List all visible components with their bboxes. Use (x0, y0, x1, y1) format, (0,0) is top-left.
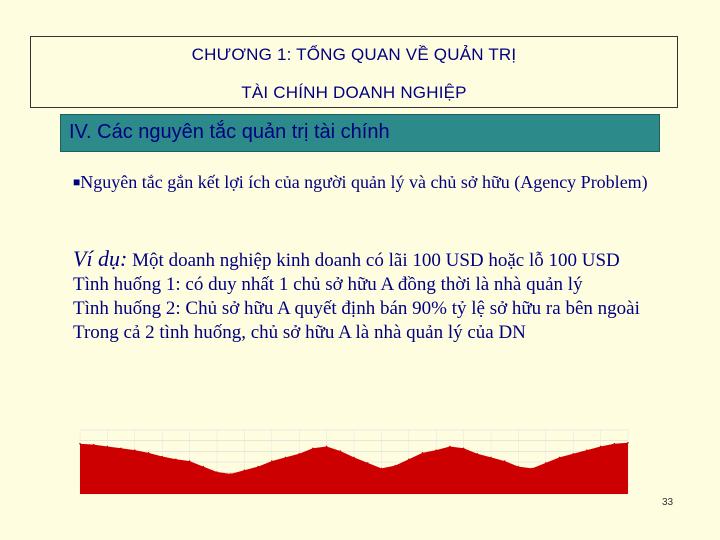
example-block (73, 247, 643, 345)
chart-point (367, 462, 369, 464)
chart-point (175, 458, 177, 460)
chart-point (230, 473, 232, 475)
chart-point (244, 469, 246, 471)
conclusion-text: Trong cả 2 tình huống, chủ sở hữu A là nhà quản lý của DN (73, 322, 526, 343)
chart-point (449, 446, 451, 448)
chart-point (189, 460, 191, 462)
chart-point (531, 468, 533, 470)
chart-point (504, 460, 506, 462)
chart-point (216, 471, 218, 473)
chart-point (134, 449, 136, 451)
section-heading: IV. Các nguyên tắc quản trị tài chính (69, 121, 390, 143)
chart-point (340, 450, 342, 452)
chart-point (559, 457, 561, 459)
case1-text: : có duy nhất 1 chủ sở hữu A đồng thời là nhà quản lý (175, 274, 583, 295)
decorative-area-chart (68, 426, 634, 498)
example-text: Một doanh nghiệp kinh doanh có lãi 100 USD hoặc lỗ 100 USD (132, 250, 620, 271)
chart-point (79, 443, 81, 445)
section-heading-bar (60, 114, 660, 152)
chart-point (285, 457, 287, 459)
bullet-text: Nguyên tắc gắn kết lợi ích của người quản lý và chủ sở hữu (Agency Problem) (80, 172, 648, 192)
title-line-2: TÀI CHÍNH DOANH NGHIỆP (241, 83, 467, 102)
case2-text: : Chủ sở hữu A quyết định bán 90% tỷ lệ sở hữu ra bên ngoài (175, 298, 640, 319)
chart-point (203, 466, 205, 468)
bullet-square-icon: ■ (73, 175, 81, 189)
chart-point (326, 446, 328, 448)
example-label: Ví dụ: (73, 246, 128, 271)
chart-point (298, 453, 300, 455)
chart-point (408, 458, 410, 460)
chart-point (572, 453, 574, 455)
chart-point (518, 466, 520, 468)
chart-point (107, 446, 109, 448)
title-line-1: CHƯƠNG 1: TỔNG QUAN VỀ QUẢN TRỊ (191, 45, 517, 64)
chart-point (161, 456, 163, 458)
chart-point (120, 447, 122, 449)
chart-point (627, 442, 629, 444)
page-number: 33 (662, 497, 674, 508)
chart-point (312, 447, 314, 449)
case2-label: Tình huống 2 (73, 298, 176, 319)
chart-point (490, 457, 492, 459)
chart-point (600, 446, 602, 448)
case1-label: Tình huống 1 (73, 274, 176, 295)
chart-point (477, 453, 479, 455)
slide-title-box (30, 36, 678, 108)
chart-point (545, 462, 547, 464)
chart-point (271, 460, 273, 462)
chart-point (353, 457, 355, 459)
chart-point (422, 452, 424, 454)
chart-point (463, 447, 465, 449)
chart-point (381, 468, 383, 470)
chart-point (586, 449, 588, 451)
bullet-point (73, 170, 653, 194)
chart-point (614, 443, 616, 445)
chart-point (257, 466, 259, 468)
chart-point (435, 449, 437, 451)
chart-point (148, 452, 150, 454)
chart-point (93, 444, 95, 446)
chart-point (394, 465, 396, 467)
